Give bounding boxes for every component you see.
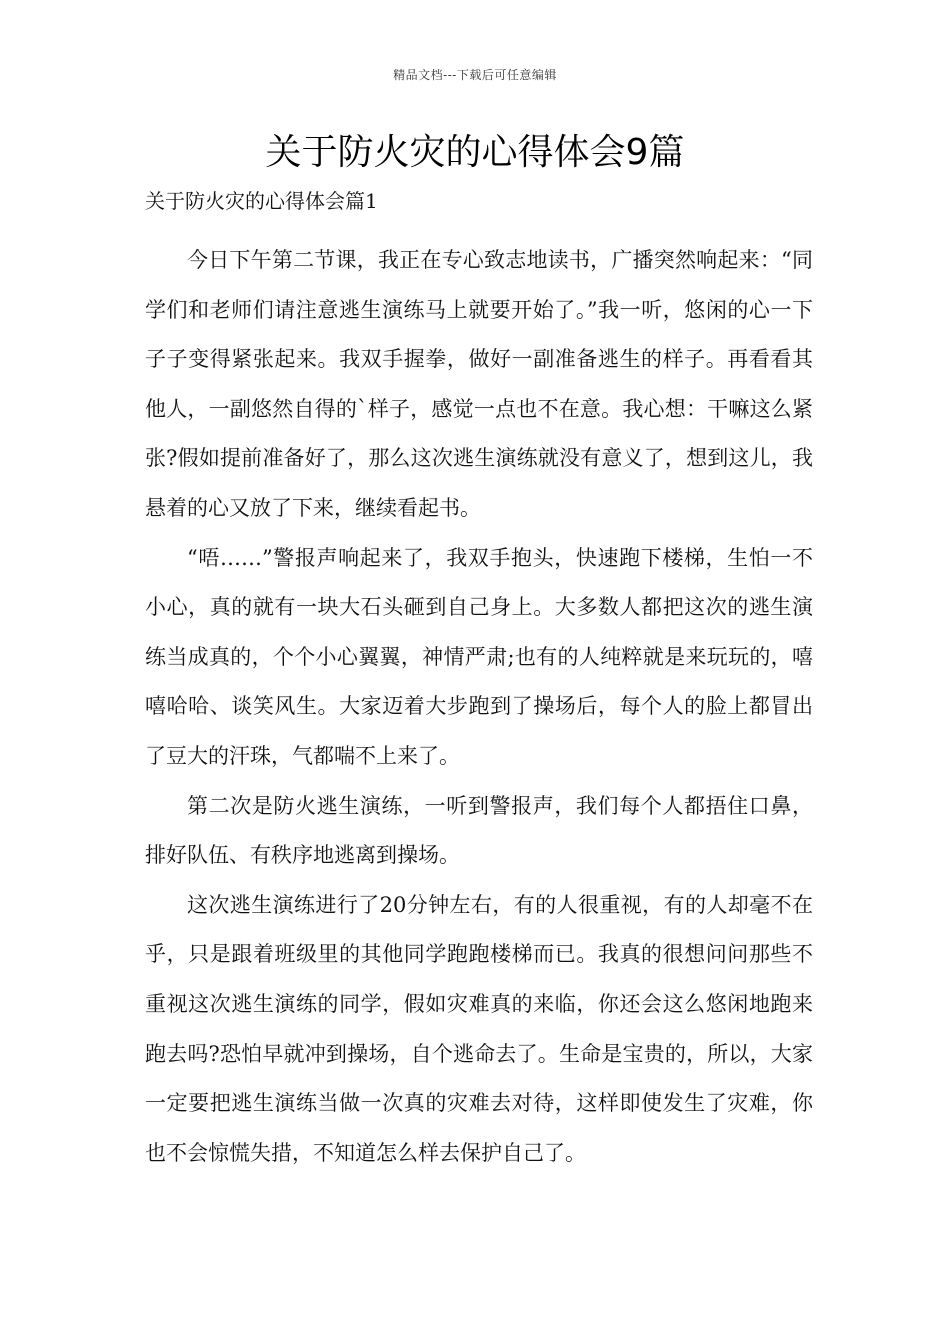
article-body xyxy=(145,236,813,1178)
paragraph: 这次逃生演练进行了20分钟左右，有的人很重视，有的人却毫不在乎，只是跟着班级里的其他同学跑跑楼梯而已。我真的很想问问那些不重视这次逃生演练的同学，假如灾难真的来临，你还会这么悠闲地跑来跑去吗?恐怕早就冲到操场，自个逃命去了。生命是宝贵的，所以，大家一定要把逃生演练当做一次真的灾难去对待，这样即使发生了灾难，你也不会惊慌失措，不知道怎么样去保护自己了。 xyxy=(145,892,813,1165)
paragraph: 第二次是防火逃生演练，一听到警报声，我们每个人都捂住口鼻，排好队伍、有秩序地逃离到操场。 xyxy=(145,793,813,868)
header-note: 精品文档---下载后可任意编辑 xyxy=(393,68,557,82)
paragraph: 今日下午第二节课，我正在专心致志地读书，广播突然响起来：“同学们和老师们请注意逃生演练马上就要开始了。”我一听，悠闲的心一下子子变得紧张起来。我双手握拳，做好一副准备逃生的样子。再看看其他人，一副悠然自得的`样子，感觉一点也不在意。我心想：干嘛这么紧张?假如提前准备好了，那么这次逃生演练就没有意义了，想到这儿，我悬着的心又放了下来，继续看起书。 xyxy=(145,248,813,520)
paragraph: “唔……”警报声响起来了，我双手抱头，快速跑下楼梯，生怕一不小心，真的就有一块大石头砸到自己身上。大多数人都把这次的逃生演练当成真的，个个小心翼翼，神情严肃;也有的人纯粹就是来玩玩的，嘻嘻哈哈、谈笑风生。大家迈着大步跑到了操场后，每个人的脸上都冒出了豆大的汗珠，气都喘不上来了。 xyxy=(145,545,813,768)
page-title: 关于防火灾的心得体会9篇 xyxy=(265,132,685,173)
section-subtitle: 关于防火灾的心得体会篇1 xyxy=(145,189,378,213)
